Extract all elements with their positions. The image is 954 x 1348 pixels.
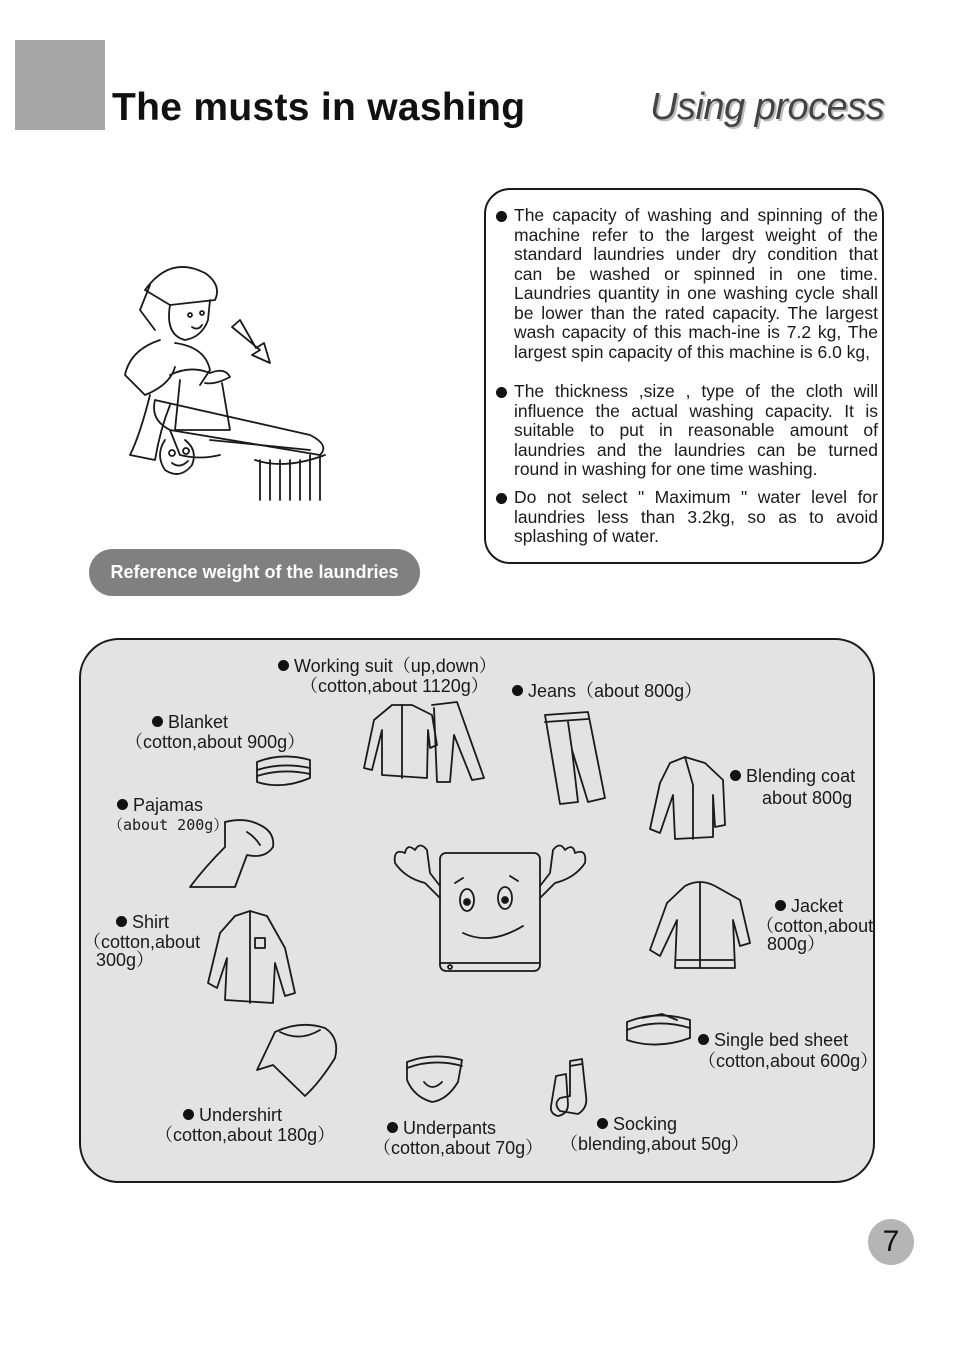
- underpants-illustration: [402, 1052, 466, 1104]
- bullet-icon: [152, 716, 163, 727]
- reference-weight-label: Reference weight of the laundries: [89, 549, 420, 596]
- bullet-icon: [730, 770, 741, 781]
- bullet-icon: [278, 660, 289, 671]
- bullet-icon: [116, 916, 127, 927]
- bullet-icon: [775, 900, 786, 911]
- note-thickness: The thickness ,size , type of the cloth will influence the actual washing capacity. It is suitable to put in reasonable amount of laundries and the laundries can be turned round in washing for one time washing.: [496, 382, 878, 480]
- item-blanket: Blanket （cotton,about 900g）: [125, 712, 306, 752]
- bullet-icon: [183, 1109, 194, 1120]
- corner-block: [15, 40, 105, 130]
- item-underpants: Underpants （cotton,about 70g）: [373, 1118, 544, 1158]
- item-working-suit: Working suit（up,down） （cotton,about 1120g）: [278, 656, 497, 696]
- item-undershirt: Undershirt （cotton,about 180g）: [155, 1105, 336, 1145]
- section-title: Using process: [650, 86, 885, 128]
- washer-mascot-illustration: [385, 838, 595, 978]
- socks-illustration: [548, 1056, 598, 1121]
- item-jeans: Jeans（about 800g）: [512, 681, 702, 701]
- bullet-icon: [512, 685, 523, 696]
- note-capacity: The capacity of washing and spinning of the machine refer to the largest weight of the standard laundries under dry condition that can be washed or spinned in one time. Laundries quantity in one washing cycle shall be lower than the rated capacity. The largest wash capacity of this mach-ine is 7.2 kg, The largest spin capacity of this machine is 6.0 kg,: [496, 206, 878, 362]
- bed-sheet-illustration: [622, 1010, 694, 1052]
- bullet-icon: [496, 211, 507, 222]
- blending-coat-illustration: [645, 755, 730, 843]
- item-socking: Socking （blending,about 50g）: [560, 1114, 750, 1154]
- bullet-icon: [698, 1034, 709, 1045]
- page-title: The musts in washing: [112, 86, 526, 129]
- bullet-icon: [496, 387, 507, 398]
- jeans-illustration: [540, 710, 610, 805]
- bullet-icon: [597, 1118, 608, 1129]
- item-blending-coat: Blending coat about 800g: [730, 766, 855, 808]
- jacket-illustration: [645, 878, 755, 970]
- woman-loading-washer-illustration: [110, 255, 340, 515]
- undershirt-illustration: [255, 1020, 340, 1100]
- item-pajamas: Pajamas （about 200g）: [108, 795, 229, 834]
- bullet-icon: [496, 493, 507, 504]
- item-shirt: Shirt （cotton,about 300g）: [83, 912, 201, 970]
- item-single-bed-sheet: Single bed sheet （cotton,about 600g）: [698, 1030, 879, 1071]
- shirt-illustration: [205, 908, 300, 1006]
- working-suit-illustration: [362, 700, 487, 785]
- item-jacket: Jacket （cotton,about 800g）: [756, 896, 874, 954]
- note-water-level: Do not select " Maximum " water level for laundries less than 3.2kg, so as to avoid splashing of water.: [496, 488, 878, 547]
- bullet-icon: [117, 799, 128, 810]
- bullet-icon: [387, 1122, 398, 1133]
- blanket-illustration: [252, 752, 314, 792]
- page-number: 7: [882, 1225, 900, 1258]
